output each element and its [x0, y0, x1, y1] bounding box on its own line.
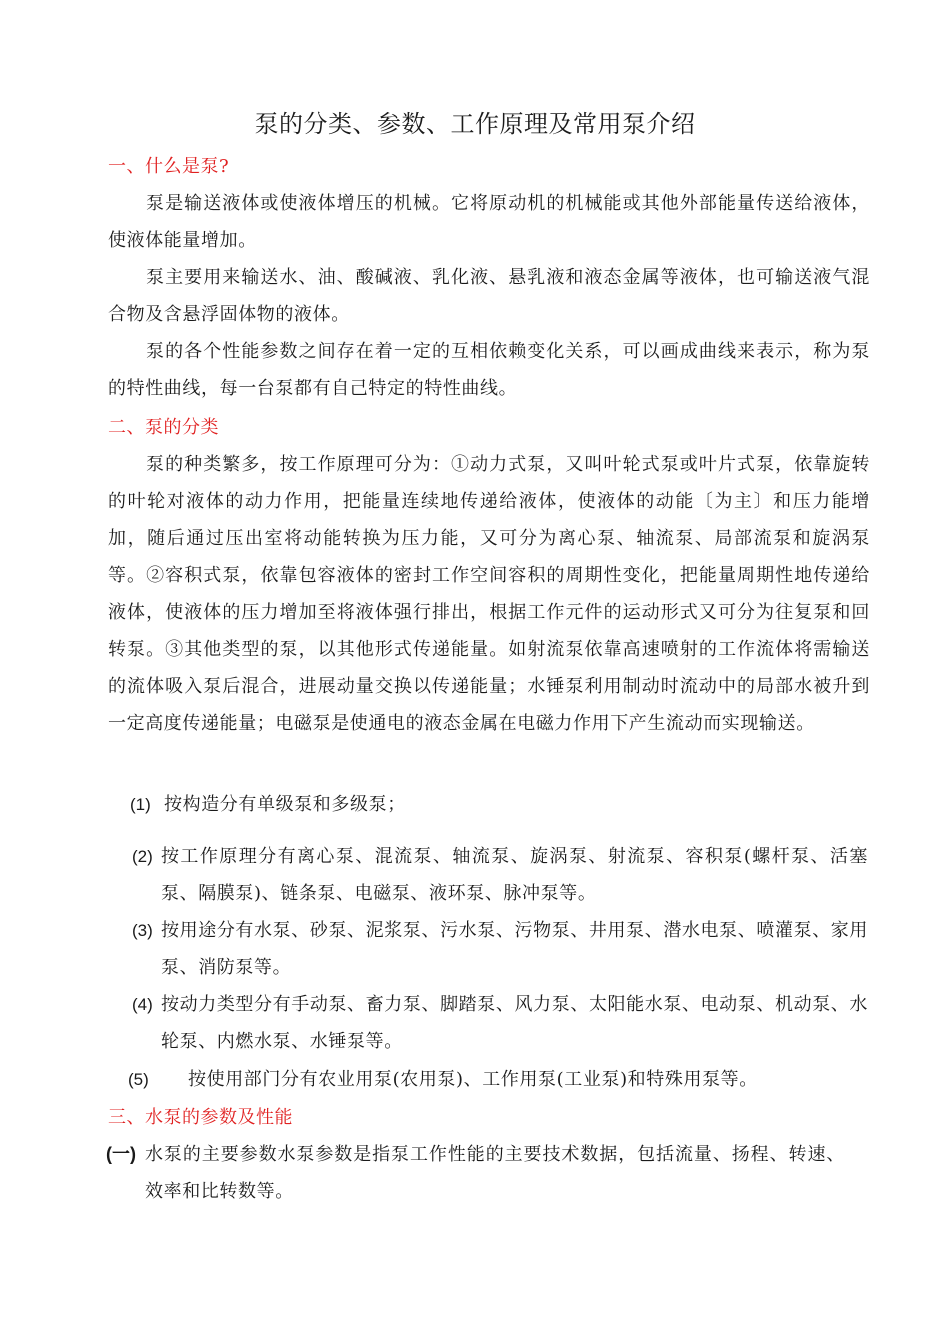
sub-section [106, 1136, 872, 1210]
section-heading-classification: 二、泵的分类 [108, 417, 219, 438]
list-item-text: 按用途分有水泵、砂泵、泥浆泵、污水泵、污物泵、井用泵、潜水电泵、喷灌泵、家用泵、消防泵等。 [161, 920, 868, 978]
paragraph-definition: 泵是输送液体或使液体增压的机械。它将原动机的机械能或其他外部能量传送给液体，使液体能量增加。 [108, 193, 870, 251]
sub-section-marker: (一) [106, 1144, 136, 1164]
list-item-number: (3) [132, 921, 153, 940]
section-heading-parameters: 三、水泵的参数及性能 [108, 1107, 293, 1128]
document-title: 泵的分类、参数、工作原理及常用泵介绍 [254, 110, 696, 138]
list-item [132, 986, 872, 1060]
list-item-text: 按使用部门分有农业用泵(农用泵)、工作用泵(工业泵)和特殊用泵等。 [188, 1069, 758, 1090]
list-item [132, 838, 872, 912]
list-item [128, 1061, 872, 1098]
sub-section-text: 水泵的主要参数水泵参数是指泵工作性能的主要技术数据，包括流量、扬程、转速、效率和比转数等。 [145, 1144, 845, 1202]
list-item-text: 按构造分有单级泵和多级泵； [164, 794, 406, 815]
list-item-number: (4) [132, 995, 153, 1014]
list-item-number: (5) [128, 1070, 149, 1089]
list-item [132, 912, 872, 986]
paragraph-characteristic-curve: 泵的各个性能参数之间存在着一定的互相依赖变化关系，可以画成曲线来表示，称为泵的特性曲线，每一台泵都有自己特定的特性曲线。 [108, 341, 870, 399]
list-item-text: 按动力类型分有手动泵、畜力泵、脚踏泵、风力泵、太阳能水泵、电动泵、机动泵、水轮泵、内燃水泵、水锤泵等。 [161, 994, 868, 1052]
section-heading-what-is-pump: 一、什么是泵? [108, 156, 230, 177]
paragraph-classification: 泵的种类繁多，按工作原理可分为：①动力式泵，又叫叶轮式泵或叶片式泵，依靠旋转的叶轮对液体的动力作用，把能量连续地传递给液体，使液体的动能〔为主〕和压力能增加，随后通过压出室将动能转换为压力能，又可分为离心泵、轴流泵、局部流泵和旋涡泵等。②容积式泵，依靠包容液体的密封工作空间容积的周期性变化，把能量周期性地传递给液体，使液体的压力增加至将液体强行排出，根据工作元件的运动形式又可分为往复泵和回转泵。③其他类型的泵，以其他形式传递能量。如射流泵依靠高速喷射的工作流体将需输送的流体吸入泵后混合，进展动量交换以传递能量；水锤泵利用制动时流动中的局部水被升到一定高度传递能量；电磁泵是使通电的液态金属在电磁力作用下产生流动而实现输送。 [108, 454, 870, 734]
list-item-number: (1) [130, 795, 151, 814]
list-item-number: (2) [132, 847, 153, 866]
paragraph-usage: 泵主要用来输送水、油、酸碱液、乳化液、悬乳液和液态金属等液体，也可输送液气混合物及含悬浮固体物的液体。 [108, 267, 870, 325]
list-item-text: 按工作原理分有离心泵、混流泵、轴流泵、旋涡泵、射流泵、容积泵(螺杆泵、活塞泵、隔膜泵)、链条泵、电磁泵、液环泵、脉冲泵等。 [161, 846, 868, 904]
list-item [130, 786, 870, 823]
